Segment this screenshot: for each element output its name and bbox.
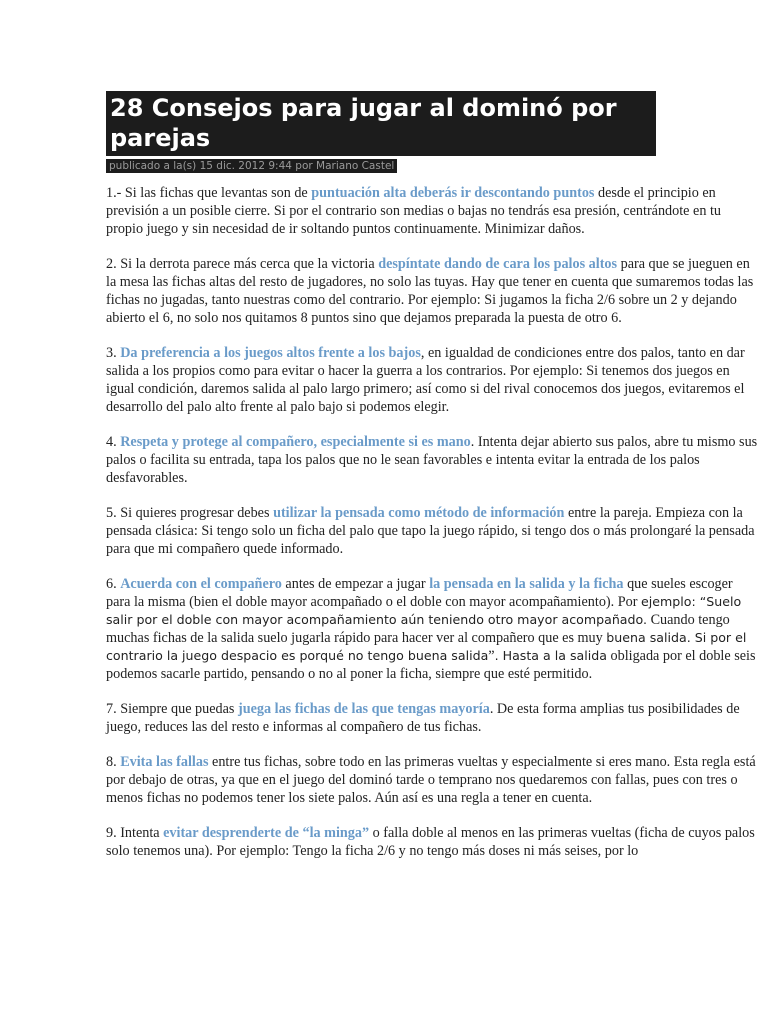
tip-7: 7. Siempre que puedas juega las fichas de las que tengas mayoría. De esta forma amplias tus posibilidades de juego, reduces las del resto e informas al compañero de tus fichas. [106, 701, 740, 735]
tip-9: 9. Intenta evitar desprenderte de “la minga” o falla doble al menos en las primeras vueltas (ficha de cuyos palos solo tenemos una). Por ejemplo: Tengo la ficha 2/6 y no tengo más doses ni más seises, por lo [106, 825, 755, 859]
tip-2: 2. Si la derrota parece más cerca que la victoria despíntate dando de cara los palos altos para que se jueguen en la mesa las fichas altas del resto de jugadores, no solo las tuyas. Hay que tener en cuenta que sumaremos todas las fichas no jugadas, tanto nuestras como del contrario. Por ejemplo: Si jugamos la ficha 2/6 sobre un 2 y dejando abierto el 6, no solo nos quitamos 8 puntos sino que dejamos preparada la puesta de otro 6. [106, 256, 754, 326]
highlight-link[interactable]: Da preferencia a los juegos altos frente a los bajos [120, 345, 421, 361]
tip-8: 8. Evita las fallas entre tus fichas, sobre todo en las primeras vueltas y especialmente si eres mano. Esta regla está por debajo de otras, ya que en el juego del dominó tarde o temprano nos quedaremos con fallas, pues con tres o menos fichas no podemos tener los siete palos. Aún así es una regla a tener en cuenta. [106, 754, 756, 806]
article-body [106, 184, 758, 860]
highlight-link[interactable]: Evita las fallas [120, 754, 209, 770]
tip-3: 3. Da preferencia a los juegos altos frente a los bajos, en igualdad de condiciones entre dos palos, tanto en dar salida a los propios como para evitar o hacer la guerra a los contrarios. Por ejemplo: Si tenemos dos juegos en igual condición, daremos salida al palo largo primero; así como si del rival conocemos dos juegos, evitaremos el desarrollo del palo alto frente al palo bajo si podemos elegir. [106, 345, 745, 415]
tip-1: 1.- Si las fichas que levantas son de puntuación alta deberás ir descontando puntos desde el principio en previsión a un posible cierre. Si por el contrario son medias o bajas no tendrás esa presión, centrándote en tu propio juego y sin necesidad de ir soltando puntos continuamente. Minimizar daños. [106, 185, 722, 237]
highlight-link[interactable]: Respeta y protege al compañero, especialmente si es mano [120, 434, 471, 450]
highlight-link[interactable]: utilizar la pensada como método de información [273, 505, 565, 521]
highlight-link[interactable]: puntuación alta deberás ir descontando puntos [311, 185, 595, 201]
tip-4: 4. Respeta y protege al compañero, especialmente si es mano. Intenta dejar abierto sus palos, abre tu mismo sus palos o facilita su entrada, tapa los palos que no le sean favorables e intenta evitar la entrada de los palos desfavorables. [106, 434, 758, 486]
article-page [106, 91, 758, 877]
tip-6: 6. Acuerda con el compañero antes de empezar a jugar la pensada en la salida y la ficha que sueles escoger para la misma (bien el doble mayor acompañado o el doble con mayor acompañamiento). Por ejemplo: “Suelo salir por el doble con mayor acompañamiento aún teniendo otro mayor acompañado. Cuando tengo muchas fichas de la salida suelo jugarla rápido para hacer ver al compañero que es muy buena salida. Si por el contrario la juego despacio es porqué no tengo buena salida”. Hasta a la salida obligada por el doble seis podemos sacarle partido, pensando o no al poner la ficha, siempre que esté permitido. [106, 576, 756, 682]
highlight-link[interactable]: juega las fichas de las que tengas mayoría [238, 701, 490, 717]
highlight-link[interactable]: Acuerda con el compañero [120, 576, 282, 592]
highlight-link[interactable]: evitar desprenderte de “la minga” [163, 825, 370, 841]
byline: publicado a la(s) 15 dic. 2012 9:44 por Mariano Castel [106, 159, 397, 173]
page-title: 28 Consejos para jugar al dominó por parejas [106, 91, 656, 156]
highlight-link[interactable]: la pensada en la salida y la ficha [429, 576, 624, 592]
tip-5: 5. Si quieres progresar debes utilizar la pensada como método de información entre la pareja. Empieza con la pensada clásica: Si tengo solo un ficha del palo que tapo la juego rápido, si tengo dos o más prolongaré la pensada para que mi compañero quede informado. [106, 505, 755, 557]
highlight-link[interactable]: despíntate dando de cara los palos altos [378, 256, 618, 272]
